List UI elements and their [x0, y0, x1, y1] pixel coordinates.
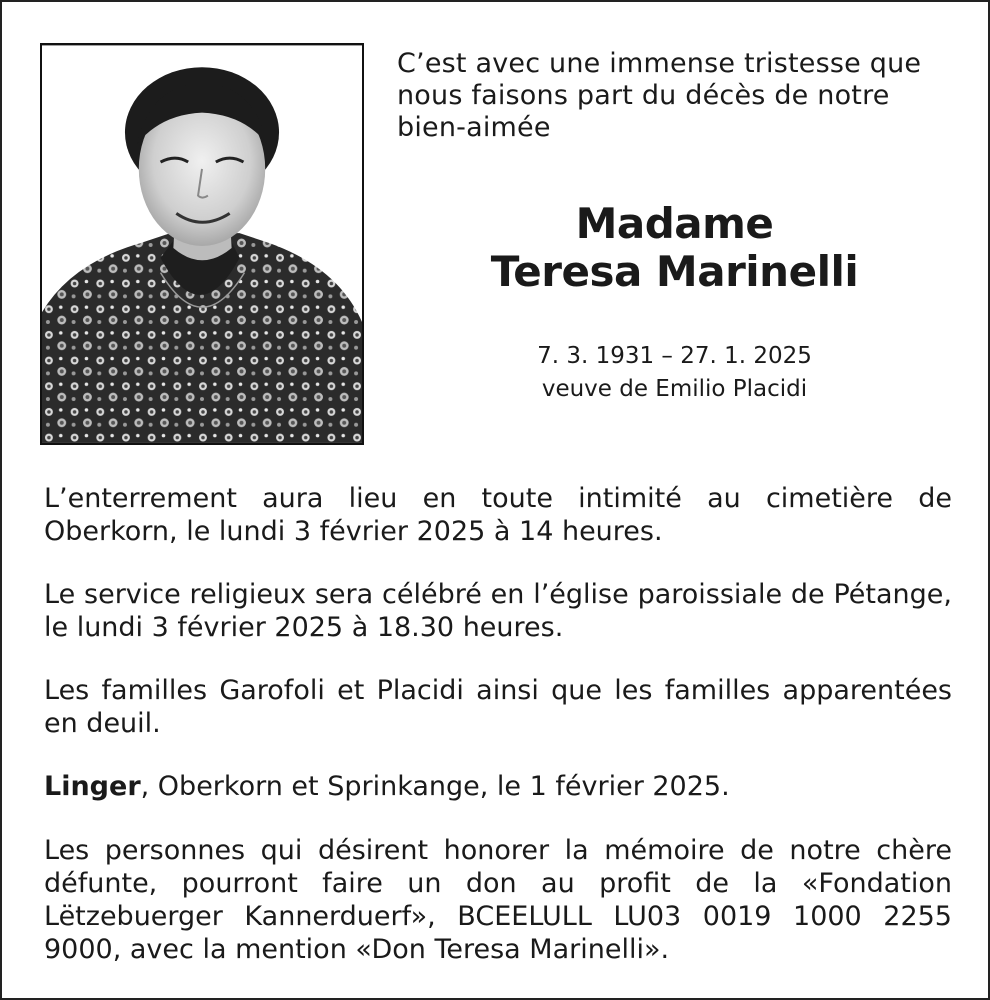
burial-paragraph: L’enterrement aura lieu en toute intimité au cimetière de Oberkorn, le lundi 3 février 2025 à 14 heures. [44, 483, 952, 547]
intro-text: C’est avec une immense tristesse que nous faisons part du décès de notre bien-aimée [397, 48, 922, 143]
families-paragraph: Les familles Garofoli et Placidi ainsi que les familles apparentées en deuil. [44, 675, 952, 739]
life-dates-block [397, 340, 952, 406]
portrait-photo [40, 43, 364, 445]
life-dates: 7. 3. 1931 – 27. 1. 2025 [537, 343, 812, 369]
widow-of: veuve de Emilio Placidi [541, 376, 808, 402]
name-full: Teresa Marinelli [490, 247, 859, 296]
donation-paragraph: Les personnes qui désirent honorer la mémoire de notre chère défunte, pourront faire un don au profit de la «Fondation Lëtzebuerger Kannerduerf», BCEELULL LU03 0019 1000 2255 9000, avec la mention «Don Teresa Marinelli». [44, 835, 952, 965]
place-rest: , Oberkorn et Sprinkange, le 1 février 2025. [140, 771, 730, 802]
name-title: Madame [575, 199, 774, 248]
deceased-name [397, 200, 952, 296]
place-date-paragraph [44, 770, 952, 803]
service-paragraph: Le service religieux sera célébré en l’église paroissiale de Pétange, le lundi 3 février 2025 à 18.30 heures. [44, 579, 952, 643]
place-bold: Linger [44, 771, 141, 802]
portrait-image [42, 45, 362, 443]
